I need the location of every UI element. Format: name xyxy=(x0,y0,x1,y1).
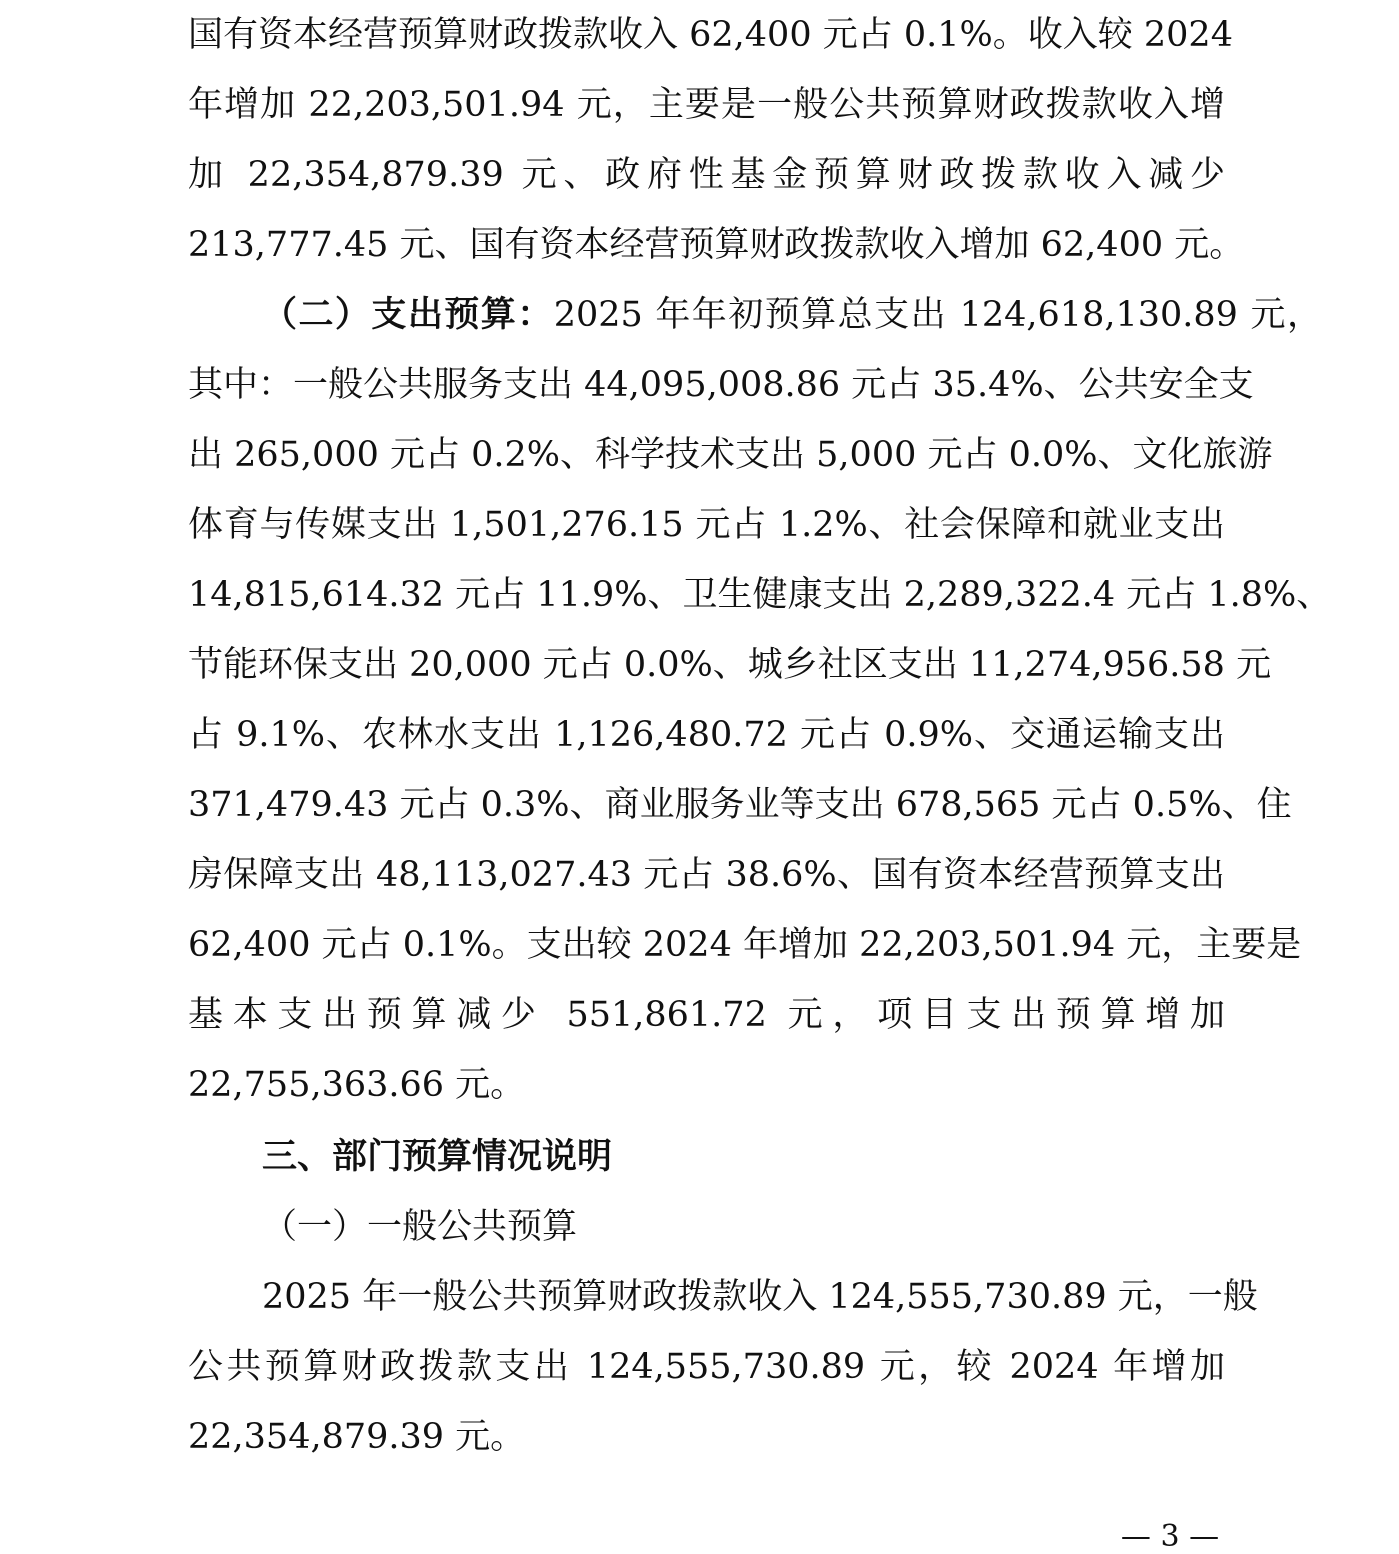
text-line-15: 基本支出预算减少 551,861.72 元，项目支出预算增加 xyxy=(188,995,1225,1035)
text-line-13: 房保障支出 48,113,027.43 元占 38.6%、国有资本经营预算支出 xyxy=(188,855,1225,895)
text-line-10: 节能环保支出 20,000 元占 0.0%、城乡社区支出 11,274,956.58 元 xyxy=(188,645,1272,685)
text-line-11: 占 9.1%、农林水支出 1,126,480.72 元占 0.9%、交通运输支出 xyxy=(188,715,1225,755)
text-line-7: 出 265,000 元占 0.2%、科学技术支出 5,000 元占 0.0%、文化旅游 xyxy=(188,435,1273,475)
expense-budget-first-line xyxy=(262,280,1322,350)
text-line-6: 其中：一般公共服务支出 44,095,008.86 元占 35.4%、公共安全支 xyxy=(188,365,1254,405)
subsection-heading: （一）一般公共预算 xyxy=(262,1207,578,1247)
text-line-19: 2025 年一般公共预算财政拨款收入 124,555,730.89 元，一般 xyxy=(262,1277,1258,1317)
text-line-21: 22,354,879.39 元。 xyxy=(188,1417,526,1457)
text-line-14: 62,400 元占 0.1%。支出较 2024 年增加 22,203,501.94 元，主要是 xyxy=(188,925,1302,965)
text-line-9: 14,815,614.32 元占 11.9%、卫生健康支出 2,289,322.4 元占 1.8%、 xyxy=(188,575,1332,615)
text-line-2: 年增加 22,203,501.94 元，主要是一般公共预算财政拨款收入增 xyxy=(188,85,1225,125)
text-line-1: 国有资本经营预算财政拨款收入 62,400 元占 0.1%。收入较 2024 xyxy=(188,15,1233,55)
text-line-8: 体育与传媒支出 1,501,276.15 元占 1.2%、社会保障和就业支出 xyxy=(188,505,1225,545)
expense-budget-label: （二）支出预算： xyxy=(262,295,554,335)
expense-budget-text: 2025 年年初预算总支出 124,618,130.89 元， xyxy=(553,295,1322,335)
section-heading: 三、部门预算情况说明 xyxy=(262,1137,613,1177)
text-line-12: 371,479.43 元占 0.3%、商业服务业等支出 678,565 元占 0.5%、住 xyxy=(188,785,1292,825)
text-line-16: 22,755,363.66 元。 xyxy=(188,1065,526,1105)
text-line-3: 加 22,354,879.39 元、政府性基金预算财政拨款收入减少 xyxy=(188,155,1225,195)
text-line-20: 公共预算财政拨款支出 124,555,730.89 元，较 2024 年增加 xyxy=(188,1347,1225,1387)
page-number: — 3 — xyxy=(1120,1519,1220,1554)
text-line-4: 213,777.45 元、国有资本经营预算财政拨款收入增加 62,400 元。 xyxy=(188,225,1245,265)
